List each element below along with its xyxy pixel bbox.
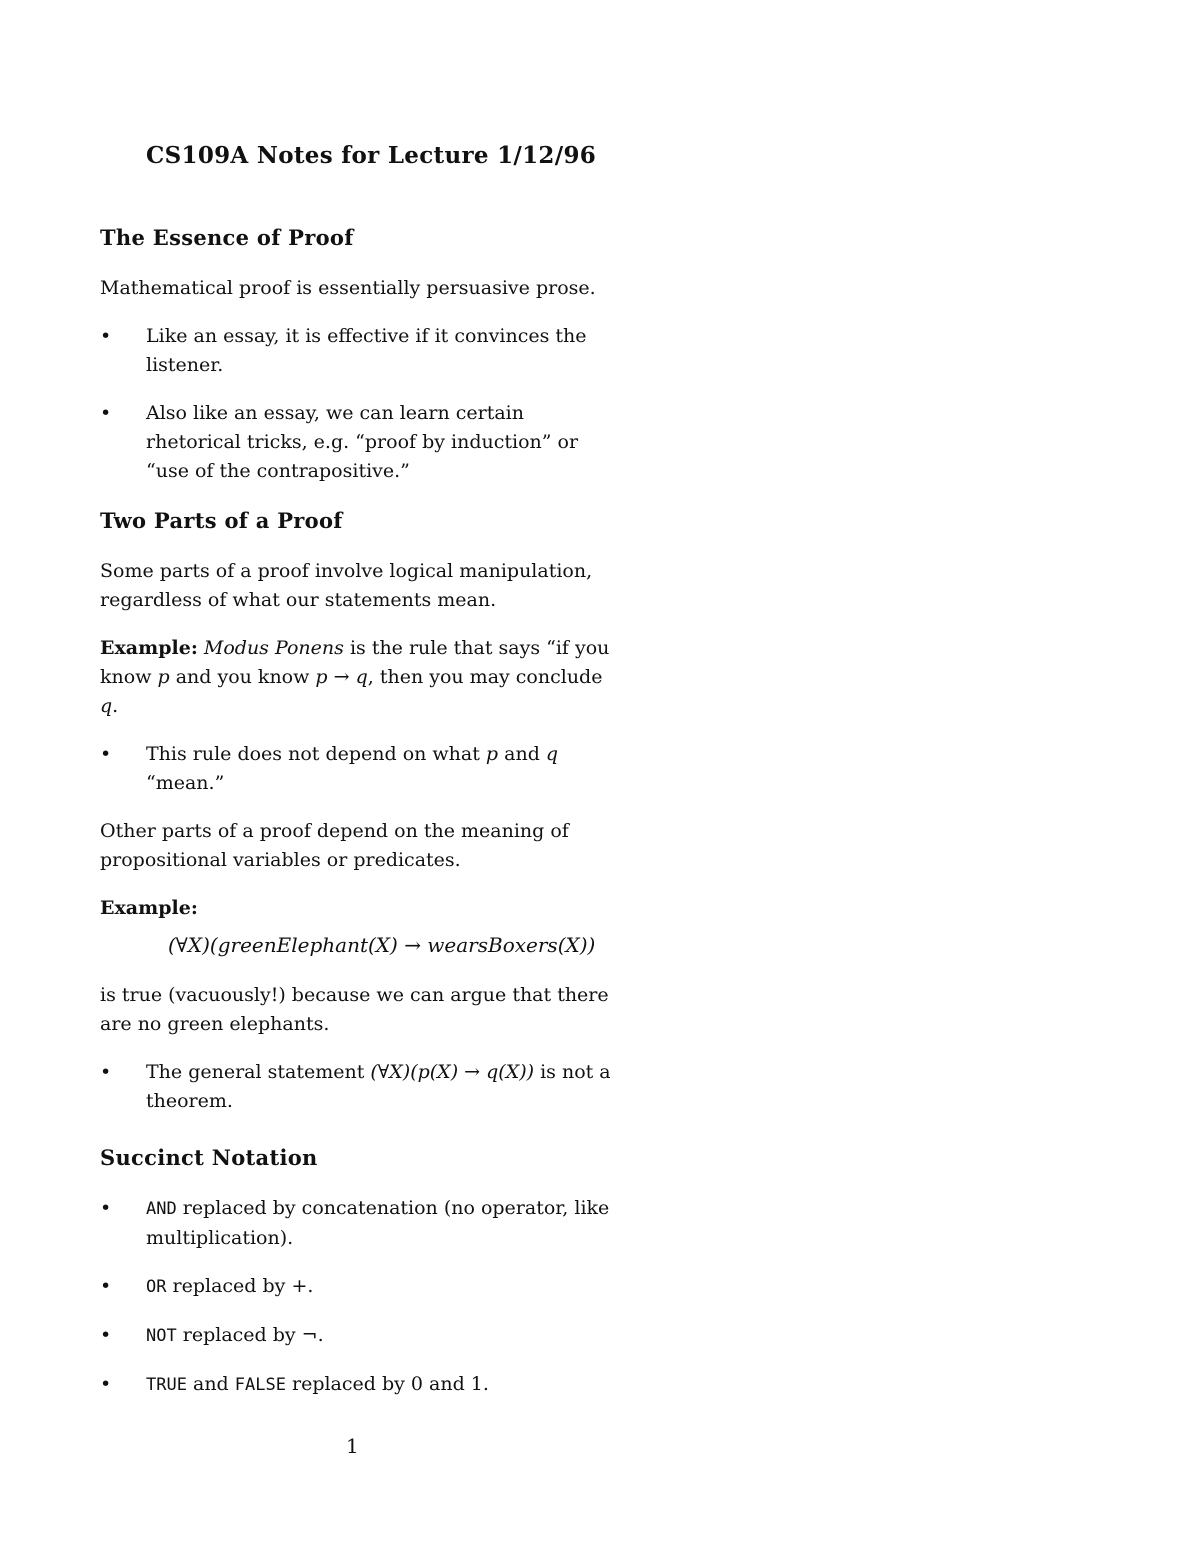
- list-item-text: Like an essay, it is effective if it convinces the listener.: [146, 325, 587, 376]
- math-q: q: [545, 743, 559, 765]
- list-item-text: [146, 1275, 313, 1297]
- list-item: [100, 1370, 612, 1400]
- keyword: OR: [146, 1277, 167, 1297]
- list-item-text: [146, 1324, 324, 1346]
- example-text: and you know: [169, 666, 316, 688]
- bullet-icon: •: [100, 1275, 112, 1297]
- math-q: q: [100, 695, 113, 717]
- list-item-text: [146, 1373, 489, 1395]
- list-item: [100, 1321, 612, 1351]
- keyword: TRUE: [146, 1375, 187, 1395]
- text-run: is not a theorem.: [146, 1061, 611, 1112]
- list-item: [100, 740, 612, 798]
- text-run: The general statement: [146, 1061, 371, 1083]
- text-run: replaced by ¬.: [176, 1324, 324, 1346]
- list-item-text: Also like an essay, we can learn certain rhetorical tricks, e.g. “proof by induction” or “use of the contrapositive.”: [146, 402, 579, 482]
- list-item-text: [146, 1061, 611, 1112]
- keyword: AND: [146, 1199, 177, 1219]
- bullet-icon: •: [100, 1373, 112, 1395]
- math-p: p: [157, 666, 170, 688]
- math-formula: (∀X)(p(X) → q(X)): [370, 1061, 535, 1083]
- text-run: “mean.”: [146, 772, 225, 794]
- display-equation: (∀X)(greenElephant(X) → wearsBoxers(X)): [168, 933, 596, 957]
- text-run: This rule does not depend on what: [146, 743, 486, 765]
- paragraph-example-2: [100, 894, 612, 923]
- keyword: NOT: [146, 1326, 177, 1346]
- section-heading-two-parts: Two Parts of a Proof: [100, 508, 343, 533]
- math-implication: p → q: [315, 666, 368, 688]
- example-label: Example:: [100, 897, 198, 919]
- example-label: Example:: [100, 637, 198, 659]
- paragraph-modus-ponens-example: [100, 634, 612, 721]
- page-content: [100, 222, 612, 1419]
- paragraph-other-parts: Other parts of a proof depend on the meaning of propositional variables or predicates.: [100, 820, 569, 871]
- bullet-icon: •: [100, 743, 112, 765]
- example-text: is the rule that says “if you know: [100, 637, 610, 688]
- list-item-text: [146, 1197, 609, 1249]
- bullet-icon: •: [100, 1197, 112, 1219]
- text-run: replaced by +.: [166, 1275, 314, 1297]
- text-run: and: [498, 743, 546, 765]
- list-item: [100, 1272, 612, 1302]
- bullet-icon: •: [100, 1061, 112, 1083]
- paragraph-essence-intro: Mathematical proof is essentially persuasive prose.: [100, 277, 596, 299]
- bullet-icon: •: [100, 325, 112, 347]
- example-text: .: [112, 695, 119, 717]
- bullet-icon: •: [100, 1324, 112, 1346]
- text-run: replaced by 0 and 1.: [285, 1373, 489, 1395]
- list-item: [100, 322, 612, 380]
- bullet-icon: •: [100, 402, 112, 424]
- page-title: CS109A Notes for Lecture 1/12/96: [146, 142, 597, 169]
- list-item: [100, 1194, 612, 1253]
- list-item-text: [146, 743, 558, 794]
- section-heading-essence: The Essence of Proof: [100, 225, 354, 250]
- paragraph-two-parts-intro: Some parts of a proof involve logical manipulation, regardless of what our statements mean.: [100, 560, 593, 611]
- keyword: FALSE: [234, 1375, 286, 1395]
- example-term: Modus Ponens: [203, 637, 344, 659]
- text-run: and: [186, 1373, 235, 1395]
- section-heading-succinct: Succinct Notation: [100, 1145, 318, 1170]
- list-item: [100, 399, 612, 486]
- page-number: 1: [346, 1434, 359, 1458]
- list-item: [100, 1058, 612, 1116]
- math-p: p: [485, 743, 499, 765]
- example-text: , then you may conclude: [367, 666, 603, 688]
- text-run: replaced by concatenation (no operator, like multiplication).: [146, 1197, 610, 1249]
- paragraph-after-equation: is true (vacuously!) because we can argue that there are no green elephants.: [100, 984, 609, 1035]
